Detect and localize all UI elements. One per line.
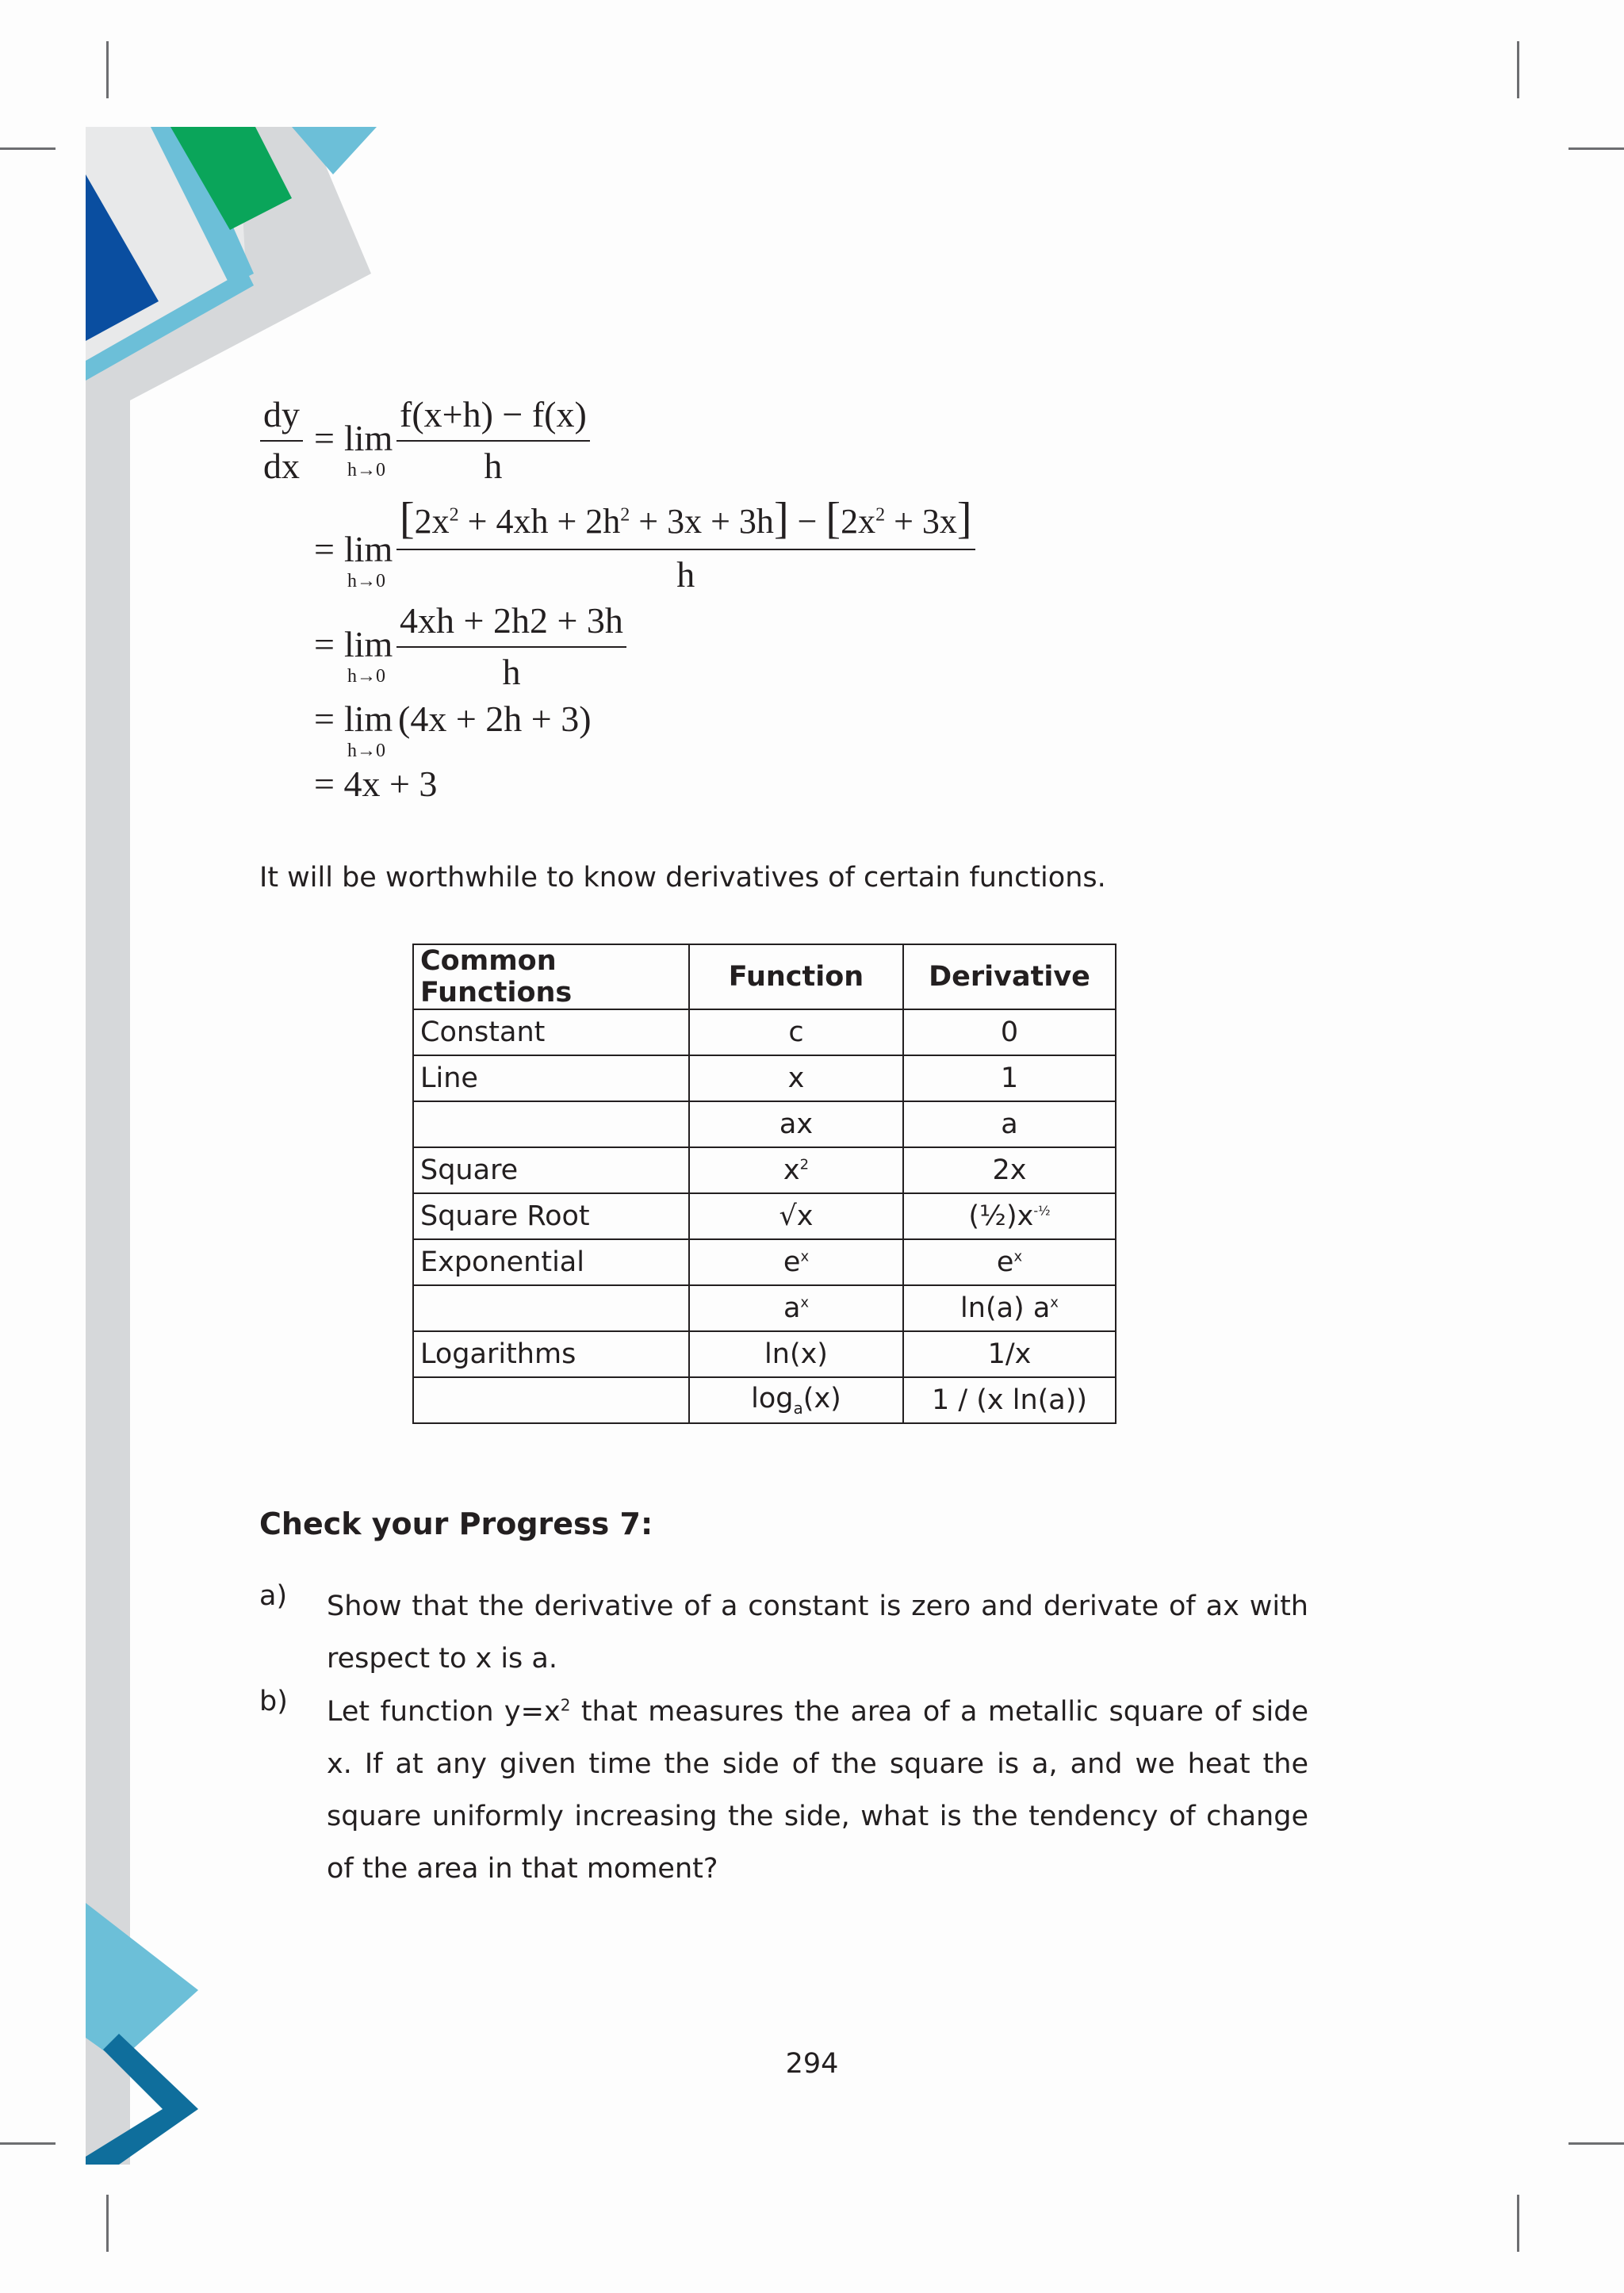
- fraction-numerator: [396, 493, 975, 550]
- limit: [344, 698, 393, 761]
- column-header: Common Functions: [413, 944, 689, 1009]
- equals-sign: =: [314, 418, 335, 458]
- derivative-cell: 1/x: [903, 1331, 1116, 1377]
- table-row: [413, 1101, 1116, 1147]
- exponent: 2: [875, 504, 886, 526]
- lim-text: lim: [344, 529, 393, 569]
- fraction-numerator: dy: [260, 393, 303, 442]
- expanded-quotient: [396, 493, 975, 595]
- dy-dx-fraction: [260, 393, 303, 487]
- page-number: 294: [785, 2048, 839, 2080]
- fraction-denominator: h: [502, 652, 521, 692]
- term: + 4xh + 2h: [458, 502, 621, 541]
- function-base: log: [751, 1383, 794, 1414]
- limit: [344, 528, 393, 591]
- function-cell: x: [689, 1055, 903, 1101]
- table-row: [413, 1239, 1116, 1285]
- column-header: Function: [689, 944, 903, 1009]
- table-row: [413, 1055, 1116, 1101]
- exponent: x: [800, 1248, 810, 1265]
- exponent: 2: [560, 1695, 571, 1715]
- derivative-cell: [903, 1285, 1116, 1331]
- function-argument: (x): [802, 1383, 841, 1414]
- function-cell: ln(x): [689, 1331, 903, 1377]
- lim-text: lim: [344, 624, 393, 664]
- function-name: [413, 1377, 689, 1423]
- bottom-light-blue-diamond: [86, 1903, 198, 2061]
- question-text-part: Let function y=x: [327, 1696, 561, 1728]
- equals-sign: =: [314, 529, 335, 569]
- exponent: 2: [620, 504, 630, 526]
- table-row: [413, 1285, 1116, 1331]
- table-row: [413, 1193, 1116, 1239]
- fraction-denominator: h: [676, 554, 695, 595]
- function-cell: [689, 1285, 903, 1331]
- function-name: Constant: [413, 1009, 689, 1055]
- table-row: [413, 1147, 1116, 1193]
- function-base: a: [783, 1292, 801, 1324]
- function-cell: [689, 1239, 903, 1285]
- term: 2x: [414, 502, 450, 541]
- table-row: [413, 1377, 1116, 1423]
- fraction-numerator: 4xh + 2h2 + 3h: [396, 599, 626, 648]
- function-base: x: [783, 1154, 800, 1186]
- lim-text: lim: [344, 699, 393, 739]
- function-name: Square Root: [413, 1193, 689, 1239]
- term: + 3x + 3h: [630, 502, 774, 541]
- limit: [344, 623, 393, 687]
- function-name: Logarithms: [413, 1331, 689, 1377]
- function-cell: [689, 1147, 903, 1193]
- bracket: ]: [956, 494, 972, 543]
- exponent: 2: [799, 1156, 810, 1173]
- lim-subscript: h→0: [347, 571, 385, 591]
- progress-heading: Check your Progress 7:: [259, 1506, 653, 1541]
- limit: [344, 417, 393, 480]
- bracket: [: [400, 494, 415, 543]
- left-band: [86, 127, 130, 2165]
- bracket: ]: [773, 494, 789, 543]
- function-name: [413, 1285, 689, 1331]
- function-name: Line: [413, 1055, 689, 1101]
- derivative-cell: 0: [903, 1009, 1116, 1055]
- lim-text: lim: [344, 418, 393, 458]
- equals-sign: =: [314, 624, 335, 664]
- exponent: -½: [1033, 1203, 1051, 1219]
- item-label: a): [259, 1580, 288, 1612]
- function-name: [413, 1101, 689, 1147]
- term: 2x: [841, 502, 876, 541]
- question-text: Show that the derivative of a constant is zero and derivate of ax with respect to x is a.: [327, 1591, 1308, 1675]
- difference-quotient: [396, 393, 590, 487]
- function-name: Square: [413, 1147, 689, 1193]
- intro-text: It will be worthwhile to know derivatives of certain functions.: [259, 862, 1106, 894]
- function-name: Exponential: [413, 1239, 689, 1285]
- fraction-denominator: dx: [263, 446, 300, 486]
- question-text-part: that measures the area of a metallic square of side x. If at any given time the side of the square is a, and we heat the square uniformly increasing the side, what is the tendency of change of the area in that moment?: [327, 1696, 1308, 1885]
- result-expression: = 4x + 3: [314, 764, 438, 804]
- question-text: [327, 1686, 1308, 1895]
- lim-subscript: h→0: [347, 741, 385, 761]
- derivative-cell: 2x: [903, 1147, 1116, 1193]
- item-label: b): [259, 1686, 288, 1717]
- derivative-cell: 1: [903, 1055, 1116, 1101]
- equals-sign: =: [314, 699, 335, 739]
- derivative-cell: [903, 1239, 1116, 1285]
- derivative-cell: a: [903, 1101, 1116, 1147]
- derivative-cell: [903, 1193, 1116, 1239]
- function-cell: c: [689, 1009, 903, 1055]
- lim-subscript: h→0: [347, 460, 385, 480]
- simplified-quotient: [396, 599, 626, 693]
- derivative-base: (½)x: [968, 1200, 1034, 1232]
- exponent: x: [1050, 1294, 1059, 1311]
- derivative-cell: 1 / (x ln(a)): [903, 1377, 1116, 1423]
- fraction-denominator: h: [484, 446, 503, 486]
- derivatives-table: [412, 944, 1116, 1424]
- term: + 3x: [885, 502, 957, 541]
- table-header-row: [413, 944, 1116, 1009]
- column-header: Derivative: [903, 944, 1116, 1009]
- exponent: x: [800, 1294, 810, 1311]
- function-cell: √x: [689, 1193, 903, 1239]
- limit-expression: (4x + 2h + 3): [398, 699, 592, 739]
- lim-subscript: h→0: [347, 666, 385, 687]
- function-base: e: [783, 1246, 801, 1278]
- bracket: [: [825, 494, 841, 543]
- exponent: x: [1013, 1248, 1023, 1265]
- fraction-numerator: f(x+h) − f(x): [396, 393, 590, 442]
- function-cell: [689, 1377, 903, 1423]
- table-row: [413, 1009, 1116, 1055]
- function-cell: ax: [689, 1101, 903, 1147]
- subscript: a: [793, 1399, 803, 1418]
- table-row: [413, 1331, 1116, 1377]
- derivative-base: ln(a) a: [960, 1292, 1051, 1324]
- exponent: 2: [449, 504, 459, 526]
- derivative-base: e: [996, 1246, 1014, 1278]
- operator: −: [788, 502, 826, 541]
